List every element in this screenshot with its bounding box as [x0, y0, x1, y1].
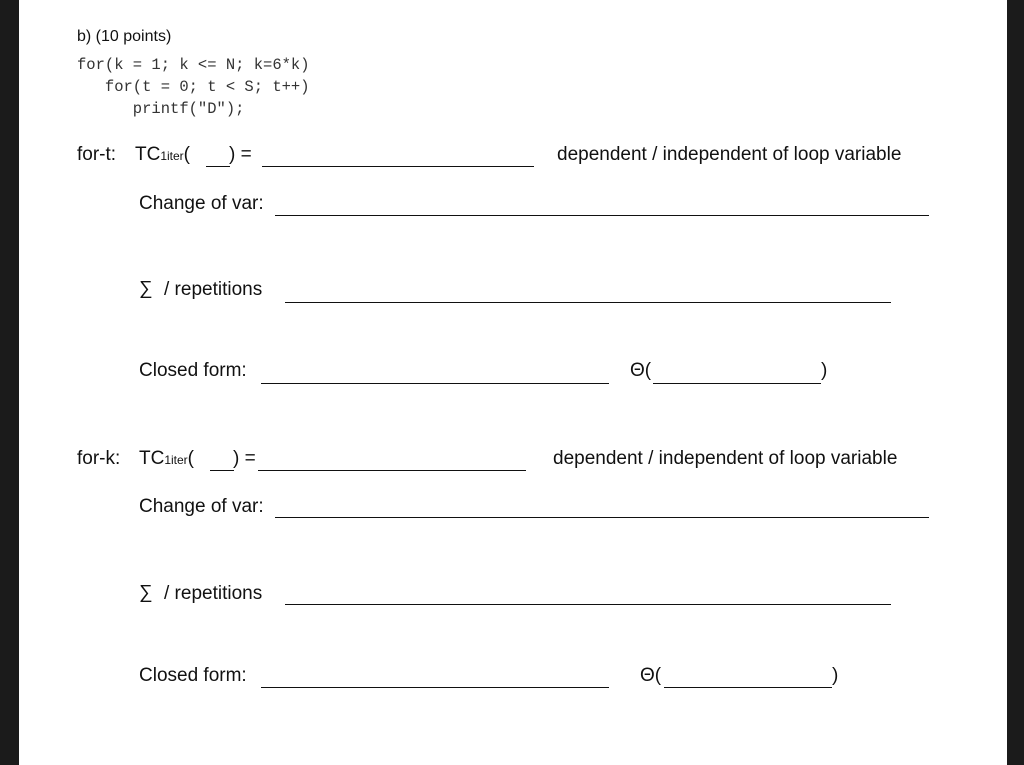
tc-paren-close: ) =	[229, 144, 252, 165]
tc-paren-open: (	[183, 144, 190, 165]
tc-value-blank[interactable]	[262, 166, 534, 167]
repetitions-blank[interactable]	[285, 604, 891, 605]
tc-label	[139, 448, 194, 470]
problem-heading: b) (10 points)	[77, 28, 172, 45]
change-of-var-blank[interactable]	[275, 215, 929, 216]
tc-arg-blank[interactable]	[210, 470, 234, 471]
sum-symbol: ∑	[139, 582, 153, 603]
dependence-choice[interactable]: dependent / independent of loop variable	[553, 448, 898, 469]
tc-label	[135, 144, 190, 166]
code-line-outer-loop: for(k = 1; k <= N; k=6*k)	[77, 56, 310, 74]
tc-subscript: 1iter	[164, 453, 188, 467]
tc-paren-close: ) =	[233, 448, 256, 469]
theta-close: )	[832, 665, 839, 686]
dependence-choice[interactable]: dependent / independent of loop variable	[557, 144, 902, 165]
change-of-var-label: Change of var:	[139, 193, 264, 214]
tc-value-blank[interactable]	[258, 470, 526, 471]
loop-label-for-t: for-t:	[77, 144, 117, 165]
loop-label-for-k: for-k:	[77, 448, 121, 469]
tc-arg-blank[interactable]	[206, 166, 230, 167]
worksheet-page	[19, 0, 1007, 765]
tc-paren-open: (	[187, 448, 194, 469]
theta-open: Θ(	[640, 665, 662, 686]
repetitions-label: / repetitions	[164, 583, 263, 604]
repetitions-label: / repetitions	[164, 279, 263, 300]
change-of-var-blank[interactable]	[275, 517, 929, 518]
repetitions-blank[interactable]	[285, 302, 891, 303]
theta-close: )	[821, 360, 828, 381]
sum-symbol: ∑	[139, 278, 153, 299]
change-of-var-label: Change of var:	[139, 496, 264, 517]
code-line-inner-loop: for(t = 0; t < S; t++)	[77, 78, 310, 96]
closed-form-blank[interactable]	[261, 687, 609, 688]
code-line-printf: printf("D");	[77, 100, 245, 118]
tc-text: TC	[135, 144, 161, 165]
closed-form-label: Closed form:	[139, 665, 247, 686]
tc-text: TC	[139, 448, 165, 469]
theta-blank[interactable]	[664, 687, 832, 688]
closed-form-blank[interactable]	[261, 383, 609, 384]
tc-subscript: 1iter	[160, 149, 184, 163]
theta-open: Θ(	[630, 360, 652, 381]
theta-blank[interactable]	[653, 383, 821, 384]
closed-form-label: Closed form:	[139, 360, 247, 381]
